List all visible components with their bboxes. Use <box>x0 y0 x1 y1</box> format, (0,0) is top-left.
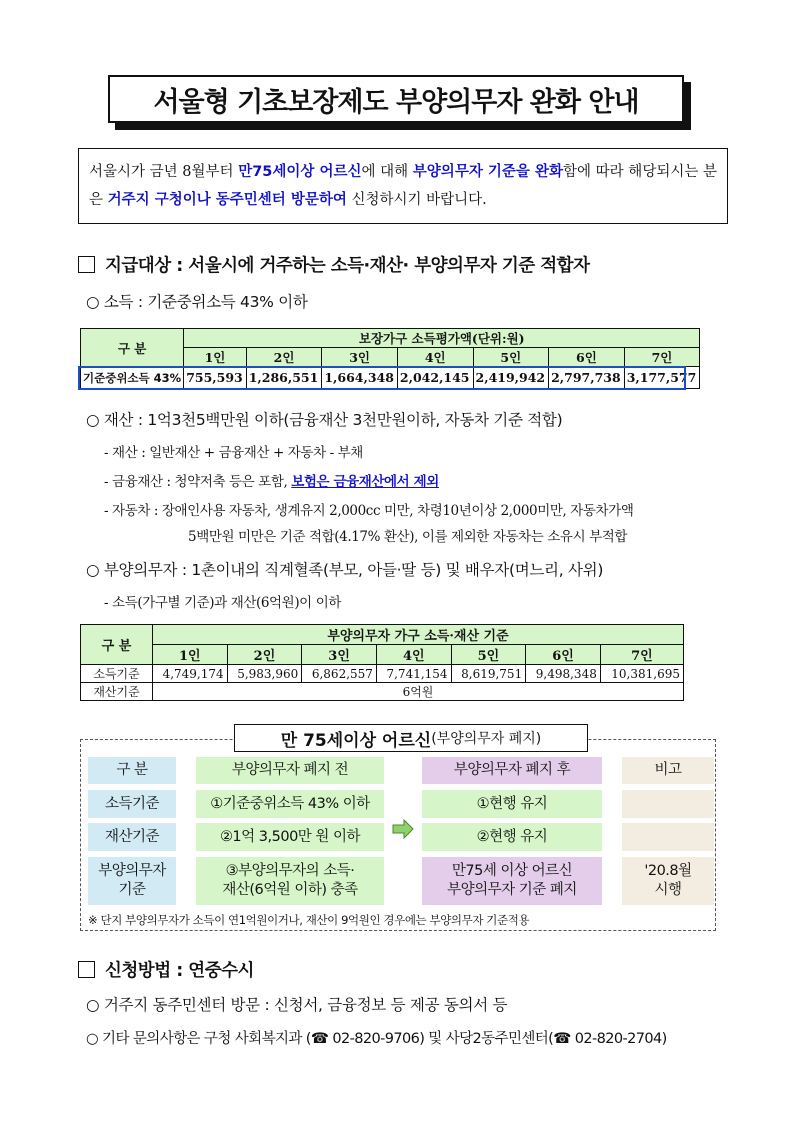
income-table-size: 5인 <box>473 348 549 367</box>
supporter-table-size: 2인 <box>227 645 302 665</box>
comparison-row-before: ②1억 3,500만 원 이하 <box>196 823 384 851</box>
income-table-cell: 2,419,942 <box>473 367 549 389</box>
comparison-head-category: 구 분 <box>88 757 176 784</box>
supporter-table <box>80 624 684 701</box>
comparison-row-label: 재산기준 <box>88 823 176 851</box>
comparison-row-after: 만75세 이상 어르신 부양의무자 기준 폐지 <box>422 857 602 905</box>
comparison-row-note <box>622 823 714 851</box>
income-table-cell: 1,664,348 <box>322 367 398 389</box>
income-table-size: 1인 <box>184 348 247 367</box>
supporter-income-cell: 8,619,751 <box>451 665 526 683</box>
intro-highlight-1: 만75세이상 어르신 <box>238 164 362 180</box>
income-table-cell: 3,177,577 <box>624 367 700 389</box>
section-eligibility-heading <box>78 252 589 277</box>
income-table-size: 6인 <box>549 348 625 367</box>
supporter-table-size: 7인 <box>600 645 683 665</box>
supporter-table-group-head: 부양의무자 가구 소득·재산 기준 <box>153 625 684 645</box>
supporter-table-size: 4인 <box>376 645 451 665</box>
comparison-row-before: ①기준중위소득 43% 이하 <box>196 790 384 818</box>
income-criteria-line: ○ 소득 : 기준중위소득 43% 이하 <box>86 293 308 311</box>
income-table-row-label: 기준중위소득 43% <box>81 367 184 389</box>
income-table-size: 4인 <box>397 348 473 367</box>
arrow-right-icon <box>392 818 414 840</box>
supporter-income-cell: 6,862,557 <box>302 665 377 683</box>
income-table-size: 7인 <box>624 348 700 367</box>
comparison-footnote: ※ 단지 부양의무자가 소득이 연1억원이거나, 재산이 9억원인 경우에는 부양의무자 기준적용 <box>88 913 530 927</box>
income-table-group-head: 보장가구 소득평가액(단위:원) <box>184 329 700 348</box>
section-eligibility-text: 지급대상 : 서울시에 거주하는 소득·재산· 부양의무자 기준 적합자 <box>105 256 590 276</box>
checkbox-square-icon <box>78 256 95 273</box>
support-criteria-line: ○ 부양의무자 : 1촌이내의 직계혈족(부모, 아들·딸 등) 및 배우자(며느리, 사위) <box>86 561 604 579</box>
asset-sub-2-text: - 금융재산 : 청약저축 등은 포함, <box>104 474 292 490</box>
income-table-size: 2인 <box>246 348 322 367</box>
asset-sub-3b: 5백만원 미만은 기준 적합(4.17% 환산), 이를 제외한 자동차는 소유시 부적합 <box>188 529 628 545</box>
intro-highlight-3: 거주지 구청이나 동주민센터 방문하여 <box>107 192 347 208</box>
application-line-2: ○ 기타 문의사항은 구청 사회복지과 (☎ 02-820-9706) 및 사당2동주민센터(☎ 02-820-2704) <box>86 1031 667 1047</box>
asset-sub-2 <box>104 470 439 490</box>
intro-text-3: 함에 따라 해당되시는 분은 <box>89 164 717 208</box>
section-application-heading <box>78 957 254 982</box>
section-application-text: 신청방법 : 연중수시 <box>105 961 254 981</box>
comparison-row-after: ②현행 유지 <box>422 823 602 851</box>
comparison-head-note: 비고 <box>622 757 714 784</box>
income-table-cell: 2,797,738 <box>549 367 625 389</box>
intro-text-2: 에 대해 <box>361 164 413 180</box>
intro-text-4: 신청하시기 바랍니다. <box>346 192 487 208</box>
income-table-size: 3인 <box>322 348 398 367</box>
checkbox-square-icon <box>78 961 95 978</box>
supporter-table-col-head: 구 분 <box>81 625 153 665</box>
income-table-col-head: 구 분 <box>81 329 184 367</box>
page-title: 서울형 기초보장제도 부양의무자 완화 안내 <box>108 75 684 123</box>
comparison-row-label: 부양의무자 기준 <box>88 857 176 905</box>
asset-criteria-line: ○ 재산 : 1억3천5백만원 이하(금융재산 3천만원이하, 자동차 기준 적합) <box>86 411 563 429</box>
supporter-income-cell: 10,381,695 <box>600 665 683 683</box>
comparison-title <box>234 724 588 752</box>
asset-sub-2-highlight: 보험은 금융재산에서 제외 <box>291 474 439 490</box>
support-sub: - 소득(가구별 기준)과 재산(6억원)이 이하 <box>104 595 341 611</box>
comparison-head-after: 부양의무자 폐지 후 <box>422 757 602 784</box>
comparison-row-before: ③부양의무자의 소득· 재산(6억원 이하) 충족 <box>196 857 384 905</box>
income-row-highlight <box>78 366 686 390</box>
comparison-head-before: 부양의무자 폐지 전 <box>196 757 384 784</box>
income-table-cell: 2,042,145 <box>397 367 473 389</box>
supporter-income-cell: 4,749,174 <box>153 665 228 683</box>
comparison-row-note <box>622 790 714 818</box>
supporter-income-label: 소득기준 <box>81 665 153 683</box>
income-table-cell: 1,286,551 <box>246 367 322 389</box>
application-line-1: ○ 거주지 동주민센터 방문 : 신청서, 금융정보 등 제공 동의서 등 <box>86 996 508 1014</box>
asset-sub-3a: - 자동차 : 장애인사용 자동차, 생계유지 2,000cc 미만, 차령10년이상 2,000미만, 자동차가액 <box>104 503 634 519</box>
comparison-title-sub: (부양의무자 폐지) <box>431 731 542 747</box>
income-table-cell: 755,593 <box>184 367 247 389</box>
intro-box <box>78 148 728 224</box>
intro-text-1: 서울시가 금년 8월부터 <box>89 164 239 180</box>
comparison-row-label: 소득기준 <box>88 790 176 818</box>
intro-highlight-2: 부양의무자 기준을 완화 <box>412 164 564 180</box>
supporter-income-cell: 7,741,154 <box>376 665 451 683</box>
comparison-row-note: '20.8월 시행 <box>622 857 714 905</box>
supporter-table-size: 6인 <box>526 645 601 665</box>
supporter-income-cell: 9,498,348 <box>526 665 601 683</box>
supporter-asset-label: 재산기준 <box>81 683 153 701</box>
supporter-asset-cell: 6억원 <box>153 683 684 701</box>
supporter-table-size: 5인 <box>451 645 526 665</box>
supporter-income-cell: 5,983,960 <box>227 665 302 683</box>
comparison-title-text: 만 75세이상 어르신 <box>280 730 432 751</box>
supporter-table-size: 3인 <box>302 645 377 665</box>
supporter-table-size: 1인 <box>153 645 228 665</box>
comparison-row-after: ①현행 유지 <box>422 790 602 818</box>
asset-sub-1: - 재산 : 일반재산 + 금융재산 + 자동차 - 부채 <box>104 445 363 461</box>
